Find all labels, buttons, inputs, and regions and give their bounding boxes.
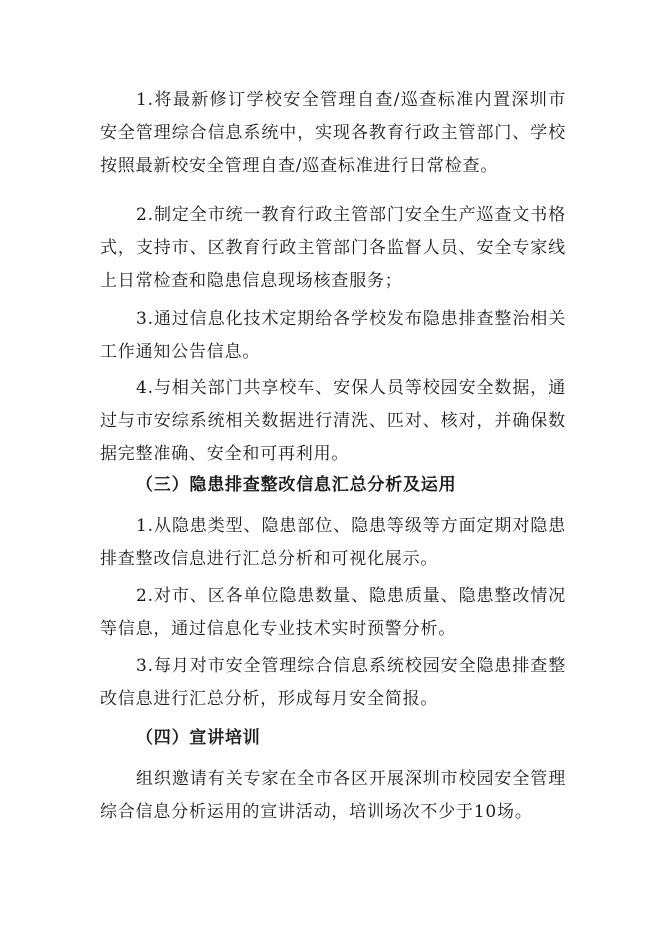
paragraph-item-1: 1.将最新修订学校安全管理自查/巡查标准内置深圳市安全管理综合信息系统中，实现各教育行政主管部门、学校按照最新校安全管理自查/巡查标准进行日常检查。: [100, 90, 566, 176]
paragraph-analysis-3: 3.每月对市安全管理综合信息系统校园安全隐患排查整改信息进行汇总分析，形成每月安全简报。: [100, 656, 566, 709]
paragraph-analysis-2: 2.对市、区各单位隐患数量、隐患质量、隐患整改情况等信息，通过信息化专业技术实时预警分析。: [100, 586, 566, 639]
paragraph-analysis-1: 1.从隐患类型、隐患部位、隐患等级等方面定期对隐患排查整改信息进行汇总分析和可视化展示。: [100, 516, 566, 569]
paragraph-training: 组织邀请有关专家在全市各区开展深圳市校园安全管理综合信息分析运用的宣讲活动，培训场次不少于10场。: [100, 769, 566, 822]
paragraph-item-3: 3.通过信息化技术定期给各学校发布隐患排查整治相关工作通知公告信息。: [100, 309, 566, 362]
paragraph-item-4: 4.与相关部门共享校车、安保人员等校园安全数据，通过与市安综系统相关数据进行清洗、匹对、核对，并确保数据完整准确、安全和可再利用。: [100, 378, 566, 464]
paragraph-item-2: 2.制定全市统一教育行政主管部门安全生产巡查文书格式，支持市、区教育行政主管部门各监督人员、安全专家线上日常检查和隐患信息现场核查服务；: [100, 205, 566, 291]
section-heading-three: （三）隐患排查整改信息汇总分析及运用: [136, 475, 457, 495]
section-heading-four: （四）宣讲培训: [136, 728, 261, 748]
